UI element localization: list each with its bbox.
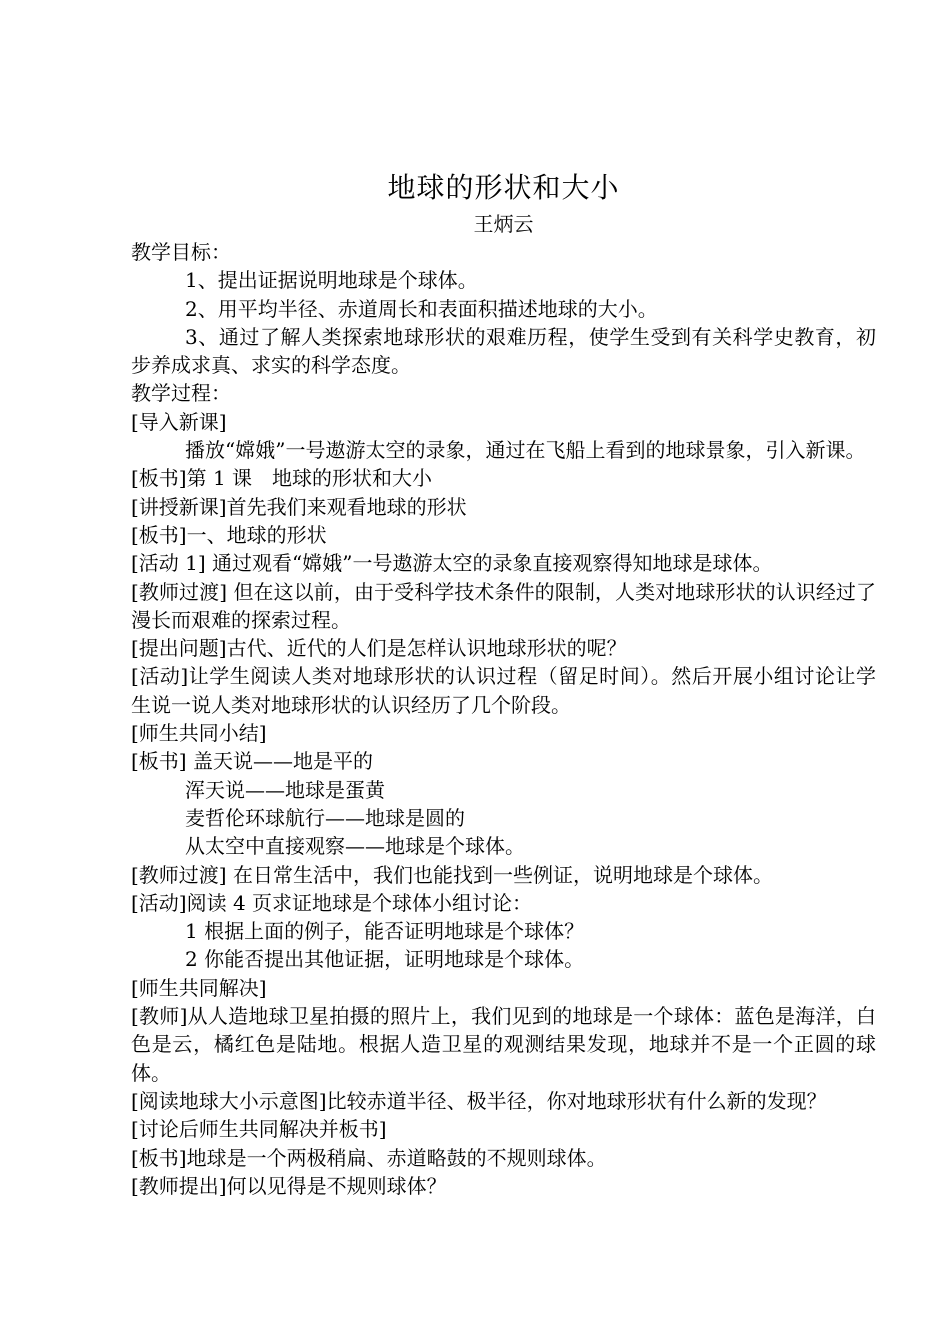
objectives-heading: 教学目标： bbox=[131, 240, 231, 264]
discussion-question: 1 根据上面的例子，能否证明地球是个球体？ bbox=[185, 919, 585, 944]
board-note: [板书]第 1 课 地球的形状和大小 bbox=[131, 466, 433, 491]
board-note-item: 浑天说——地球是蛋黄 bbox=[185, 777, 385, 802]
section-tag: [师生共同解决] bbox=[131, 975, 267, 1000]
activity-note: [活动 1] 通过观看“嫦娥”一号遨游太空的录象直接观察得知地球是球体。 bbox=[131, 551, 773, 576]
board-note: [板书]一、地球的形状 bbox=[131, 522, 327, 547]
lecture-note: [讲授新课]首先我们来观看地球的形状 bbox=[131, 494, 467, 519]
discussion-question: 2 你能否提出其他证据，证明地球是个球体。 bbox=[185, 947, 585, 972]
teacher-note: [教师]从人造地球卫星拍摄的照片上，我们见到的地球是一个球体：蓝色是海洋，白色是云，橘红色是陆地。根据人造卫星的观测结果发现，地球并不是一个正圆的球体。 bbox=[131, 1004, 876, 1085]
board-note-item: 麦哲伦环球航行——地球是圆的 bbox=[185, 805, 465, 830]
board-note-item: 从太空中直接观察——地球是个球体。 bbox=[185, 834, 525, 859]
question-note: [提出问题]古代、近代的人们是怎样认识地球形状的呢？ bbox=[131, 636, 627, 661]
page-title: 地球的形状和大小 bbox=[387, 171, 620, 204]
board-note: [板书] 盖天说——地是平的 bbox=[131, 749, 373, 774]
objective-item: 1、提出证据说明地球是个球体。 bbox=[185, 268, 478, 293]
objective-item: 3、通过了解人类探索地球形状的艰难历程，使学生受到有关科学史教育，初步养成求真、求实的科学态度。 bbox=[131, 324, 876, 378]
process-heading: 教学过程： bbox=[131, 381, 231, 406]
board-note: [板书]地球是一个两极稍扁、赤道略鼓的不规则球体。 bbox=[131, 1145, 607, 1170]
transition-note: [教师过渡] 但在这以前，由于受科学技术条件的限制，人类对地球形状的认识经过了漫长而艰难的探索过程。 bbox=[131, 579, 876, 632]
paragraph: 播放“嫦娥”一号遨游太空的录象，通过在飞船上看到的地球景象，引入新课。 bbox=[185, 438, 866, 463]
objective-item: 2、用平均半径、赤道周长和表面积描述地球的大小。 bbox=[185, 296, 658, 321]
reading-note: [阅读地球大小示意图]比较赤道半径、极半径，你对地球形状有什么新的发现？ bbox=[131, 1088, 827, 1113]
section-tag: [讨论后师生共同解决并板书] bbox=[131, 1117, 387, 1142]
document-body bbox=[131, 170, 876, 1200]
transition-note: [教师过渡] 在日常生活中，我们也能找到一些例证，说明地球是个球体。 bbox=[131, 862, 773, 887]
section-tag: [师生共同小结] bbox=[131, 721, 267, 746]
activity-note: [活动]阅读 4 页求证地球是个球体小组讨论： bbox=[131, 890, 533, 915]
section-tag: [导入新课] bbox=[131, 409, 227, 434]
activity-note: [活动]让学生阅读人类对地球形状的认识过程（留足时间）。然后开展小组讨论让学生说一说人类对地球形状的认识经历了几个阶段。 bbox=[131, 664, 876, 717]
teacher-note: [教师提出]何以见得是不规则球体？ bbox=[131, 1173, 447, 1198]
author-name: 王炳云 bbox=[473, 212, 534, 236]
